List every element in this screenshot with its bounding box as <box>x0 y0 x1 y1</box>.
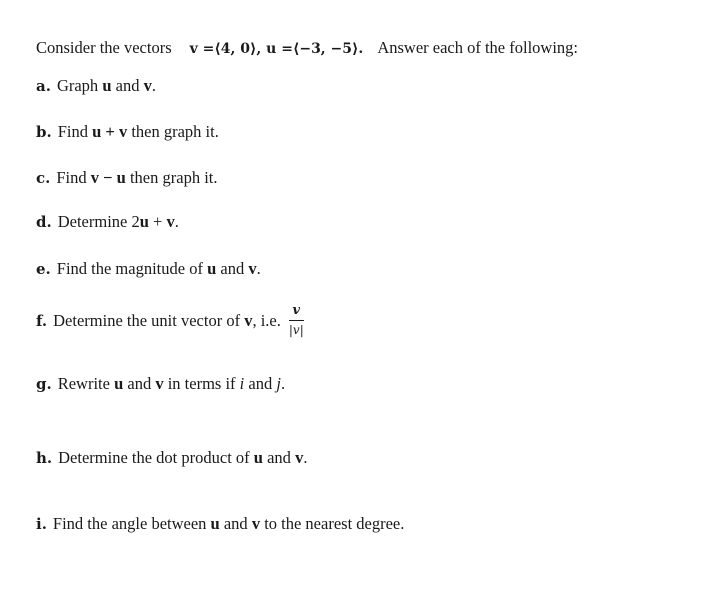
intro-tail: Answer each of the following: <box>377 38 579 57</box>
item-g-text-4: and <box>244 374 277 393</box>
item-e-text-3: . <box>256 259 261 278</box>
item-b-expr: u + v <box>92 122 128 141</box>
item-e-text-1: Find the magnitude of <box>56 259 208 278</box>
intro-line <box>36 38 578 59</box>
item-i-v: v <box>251 514 261 533</box>
item-c <box>36 168 218 188</box>
item-g <box>36 374 285 394</box>
item-d-text-2: + <box>148 212 167 231</box>
item-b-text-1: Find <box>57 122 93 141</box>
item-h-text-3: . <box>303 448 308 467</box>
item-c-letter: c. <box>36 169 51 187</box>
item-d-text-1: Determine 2 <box>57 212 140 231</box>
item-i-u: u <box>210 514 220 533</box>
item-i-text-2: and <box>219 514 252 533</box>
item-a <box>36 76 156 96</box>
item-d-letter: d. <box>36 213 52 231</box>
item-f-text-2: , i.e. <box>252 311 281 330</box>
item-c-text-1: Find <box>56 168 91 187</box>
item-e-u: u <box>207 259 217 278</box>
item-b-letter: b. <box>36 123 52 141</box>
item-g-v: v <box>155 374 164 393</box>
item-a-v: v <box>143 76 152 95</box>
fraction-numerator: v <box>289 303 304 321</box>
item-i-letter: i. <box>36 515 47 533</box>
item-e <box>36 259 261 279</box>
item-c-text-2: then graph it. <box>125 168 218 187</box>
item-e-text-2: and <box>216 259 249 278</box>
item-d-u: u <box>139 212 149 231</box>
item-g-text-2: and <box>123 374 156 393</box>
item-h-v: v <box>295 448 304 467</box>
item-a-letter: a. <box>36 77 51 95</box>
intro-text: Consider the vectors <box>36 38 172 57</box>
item-g-u: u <box>114 374 124 393</box>
item-h-text-1: Determine the dot product of <box>58 448 254 467</box>
item-h-text-2: and <box>262 448 296 467</box>
item-i-text-1: Find the angle between <box>52 514 211 533</box>
item-d-v: v <box>166 212 175 231</box>
item-h <box>36 448 307 468</box>
fraction-denominator: |v| <box>288 322 304 337</box>
item-i-text-3: to the nearest degree. <box>260 514 405 533</box>
item-a-text-3: . <box>151 76 156 95</box>
item-a-u: u <box>102 76 112 95</box>
item-d <box>36 212 179 232</box>
item-e-v: v <box>248 259 257 278</box>
item-f-v: v <box>244 311 253 330</box>
item-e-letter: e. <box>36 260 51 278</box>
item-g-text-1: Rewrite <box>57 374 115 393</box>
item-b-text-2: then graph it. <box>127 122 219 141</box>
item-g-i: i <box>239 374 245 393</box>
item-c-expr: v − u <box>90 168 126 187</box>
item-h-letter: h. <box>36 449 53 467</box>
item-b <box>36 122 219 142</box>
item-g-text-5: . <box>280 374 286 393</box>
item-h-u: u <box>253 448 263 467</box>
item-f-text-1: Determine the unit vector of <box>53 311 245 330</box>
item-f <box>36 304 304 340</box>
item-d-text-3: . <box>174 212 179 231</box>
item-g-text-3: in terms if <box>163 374 240 393</box>
item-i <box>36 514 404 534</box>
item-f-letter: f. <box>36 312 48 330</box>
item-a-text-2: and <box>111 76 144 95</box>
item-g-j: j <box>276 374 281 393</box>
intro-vectors: v =⟨4, 0⟩, u =⟨−3, −5⟩. <box>189 41 364 57</box>
item-g-letter: g. <box>36 375 52 393</box>
item-a-text-1: Graph <box>56 76 103 95</box>
unit-vector-fraction <box>289 303 304 338</box>
